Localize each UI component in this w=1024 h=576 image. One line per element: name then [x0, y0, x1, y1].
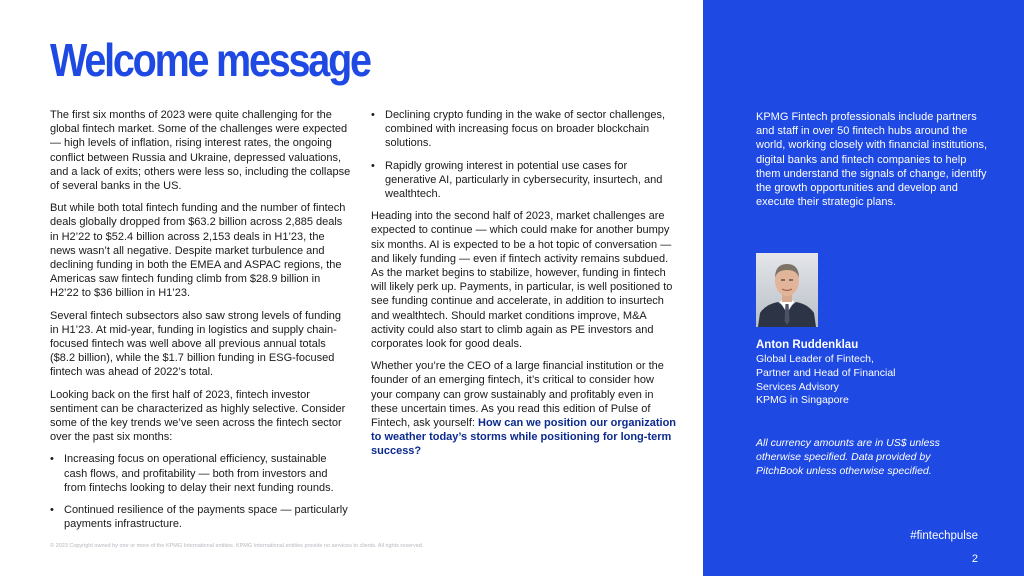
page-title: Welcome message — [50, 34, 370, 86]
trend-list-continued — [371, 108, 677, 201]
role-line: KPMG in Singapore — [756, 394, 849, 407]
trend-list — [50, 452, 352, 531]
hashtag-label: #fintechpulse — [910, 530, 978, 542]
list-item: • Declining crypto funding in the wake of sector challenges, combined with increasing focus on broader blockchain solutions. — [371, 108, 677, 151]
copyright-notice: © 2023 Copyright owned by one or more of the KPMG International entities. KPMG International entities provide no services to clients. All rights reserved. — [50, 543, 424, 549]
person-name: Anton Ruddenklau — [756, 339, 859, 351]
page-number: 2 — [971, 553, 978, 565]
list-item: • Rapidly growing interest in potential use cases for generative AI, particularly in cybersecurity, insurtech, and wealthtech. — [371, 159, 677, 202]
paragraph: Heading into the second half of 2023, market challenges are expected to continue — which could make for another bumpy six months. AI is expected to be a hot topic of conversation — and likely funding — even if fintech activity remains subdued. As the market begins to stabilize, however, funding in fintech will likely perk up. Payments, in particular, is well positioned to see funding continue and accelerate, in addition to insurtech and wealthtech. Should market conditions improve, M&A activity could also start to climb again as PE investors and corporates look for good deals. — [371, 210, 673, 351]
role-line: Services Advisory — [756, 380, 839, 393]
currency-disclaimer: All currency amounts are in US$ unless otherwise specified. Data provided by PitchBook unless otherwise specified. — [756, 437, 940, 477]
closing-lead: Whether you’re the CEO of a large financial institution or the founder of an emerging fintech, it’s critical to consider how your company can grow sustainably and profitably even in these uncertain times. As you read this edition of Pulse of Fintech, ask yourself: — [371, 360, 664, 430]
role-line: Partner and Head of Financial — [756, 366, 896, 379]
portrait-photo — [756, 253, 818, 327]
sidebar-intro: KPMG Fintech professionals include partners and staff in over 50 fintech hubs around the world, working closely with financial institutions, digital banks and fintech companies to help them understand the signals of change, identify the growth opportunities and develop and execute their strategic plans. — [756, 111, 988, 209]
person-role — [756, 353, 956, 408]
paragraph: The first six months of 2023 were quite challenging for the global fintech market. Some of the challenges were expected — high levels of inflation, rising interest rates, the ongoing conflict between Russia and Ukraine, depressed valuations, and a lack of exits; others were less so, including the collapse of several banks in the US. — [50, 109, 351, 193]
paragraph: Looking back on the first half of 2023, fintech investor sentiment can be characterized as highly selective. Consider some of the key trends we’ve seen across the fintech sector over the past six months: — [50, 388, 346, 444]
sidebar-panel — [703, 0, 1024, 576]
list-item: • Continued resilience of the payments space — particularly payments infrastructure. — [50, 503, 352, 531]
body-column-right — [371, 108, 677, 467]
paragraph: Several fintech subsectors also saw strong levels of funding in H1’23. At mid-year, funding in logistics and supply chain-focused fintech was well above all previous annual totals ($8.2 billion), while the $1.7 billion funding in ESG-focused fintech was ahead of 2022’s total. — [50, 309, 342, 379]
person-portrait-image — [756, 253, 818, 327]
closing-paragraph — [371, 359, 677, 458]
list-item: • Increasing focus on operational efficiency, sustainable cash flows, and profitability — both from investors and from fintechs looking to delay their next funding rounds. — [50, 452, 352, 495]
paragraph: But while both total fintech funding and the number of fintech deals globally dropped from $63.2 billion across 2,885 deals in H2’22 to $52.4 billion across 2,153 deals in H1’23, the news wasn’t all negative. Despite market turbulence and declining funding in both the EMEA and ASPAC regions, the Americas saw fintech funding climb from $28.9 billion in H2’22 to $36 billion in H1’23. — [50, 202, 346, 300]
role-line: Global Leader of Fintech, — [756, 353, 874, 365]
body-column-left — [50, 108, 352, 539]
closing-highlight: How can we position our organization to weather today’s storms while positioning for long-term success? — [371, 417, 677, 458]
